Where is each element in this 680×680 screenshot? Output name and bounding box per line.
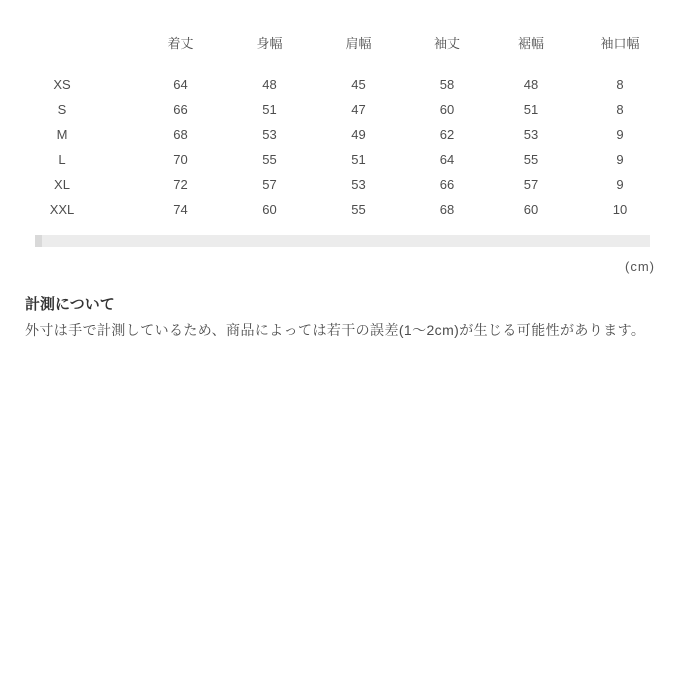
- cell-value: 64: [439, 152, 455, 167]
- notes-heading: 計測について: [25, 296, 115, 313]
- table-row-xxl: [0, 197, 680, 222]
- cell-value: 8: [616, 102, 624, 117]
- cell-value: 68: [173, 127, 188, 142]
- cell-value: 8: [616, 77, 624, 92]
- cell-value: 51: [262, 102, 277, 117]
- cell-value: 55: [351, 202, 366, 217]
- column-header-cuff-width: 袖口幅: [600, 36, 640, 51]
- cell-value: 47: [351, 102, 366, 117]
- table-row-s: [0, 97, 680, 122]
- column-header-body-length: 着丈: [167, 36, 194, 51]
- cell-value: 72: [173, 177, 188, 192]
- cell-value: 66: [173, 102, 188, 117]
- cell-value: 48: [523, 77, 539, 92]
- row-label: M: [56, 127, 68, 142]
- cell-value: 55: [262, 152, 277, 167]
- cell-value: 51: [351, 152, 366, 167]
- table-row-xs: [0, 72, 680, 97]
- table-body: [0, 72, 680, 222]
- cell-value: 74: [173, 202, 188, 217]
- cell-value: 10: [612, 202, 628, 217]
- column-header-body-width: 身幅: [256, 36, 283, 51]
- column-header-size: [0, 34, 136, 54]
- cell-value: 9: [616, 152, 624, 167]
- cell-value: 60: [439, 102, 455, 117]
- table-row-l: [0, 147, 680, 172]
- cell-value: 53: [351, 177, 366, 192]
- row-label: S: [57, 102, 67, 117]
- cell-value: 53: [262, 127, 277, 142]
- cell-value: 60: [523, 202, 539, 217]
- cell-value: 62: [439, 127, 455, 142]
- cell-value: 57: [262, 177, 277, 192]
- cell-value: 49: [351, 127, 366, 142]
- column-header-hem-width: 裾幅: [517, 36, 544, 51]
- column-header-sleeve-length: 袖丈: [433, 36, 460, 51]
- cell-value: 53: [523, 127, 539, 142]
- table-row-xl: [0, 172, 680, 197]
- size-chart-table: [0, 34, 680, 222]
- unit-label: (cm): [625, 259, 655, 274]
- notes-body: 外寸は手で計測しているため、商品によっては若干の誤差(1〜2cm)が生じる可能性があります。: [25, 322, 646, 338]
- measurement-notes: [25, 297, 670, 338]
- size-chart-section: [0, 34, 680, 338]
- row-label: XXL: [49, 202, 75, 217]
- cell-value: 66: [439, 177, 455, 192]
- cell-value: 9: [616, 127, 624, 142]
- cell-value: 48: [262, 77, 277, 92]
- cell-value: 45: [351, 77, 366, 92]
- table-row-m: [0, 122, 680, 147]
- column-header-shoulder-width: 肩幅: [345, 36, 372, 51]
- row-label: XS: [53, 77, 71, 92]
- horizontal-scrollbar[interactable]: [35, 235, 650, 247]
- table-header-row: [0, 34, 680, 54]
- cell-value: 57: [523, 177, 539, 192]
- cell-value: 51: [523, 102, 539, 117]
- cell-value: 64: [173, 77, 188, 92]
- cell-value: 58: [439, 77, 455, 92]
- cell-value: 55: [523, 152, 539, 167]
- row-label: L: [58, 152, 66, 167]
- cell-value: 9: [616, 177, 624, 192]
- row-label: XL: [54, 177, 70, 192]
- cell-value: 60: [262, 202, 277, 217]
- cell-value: 70: [173, 152, 188, 167]
- scrollbar-thumb[interactable]: [35, 235, 42, 247]
- cell-value: 68: [439, 202, 455, 217]
